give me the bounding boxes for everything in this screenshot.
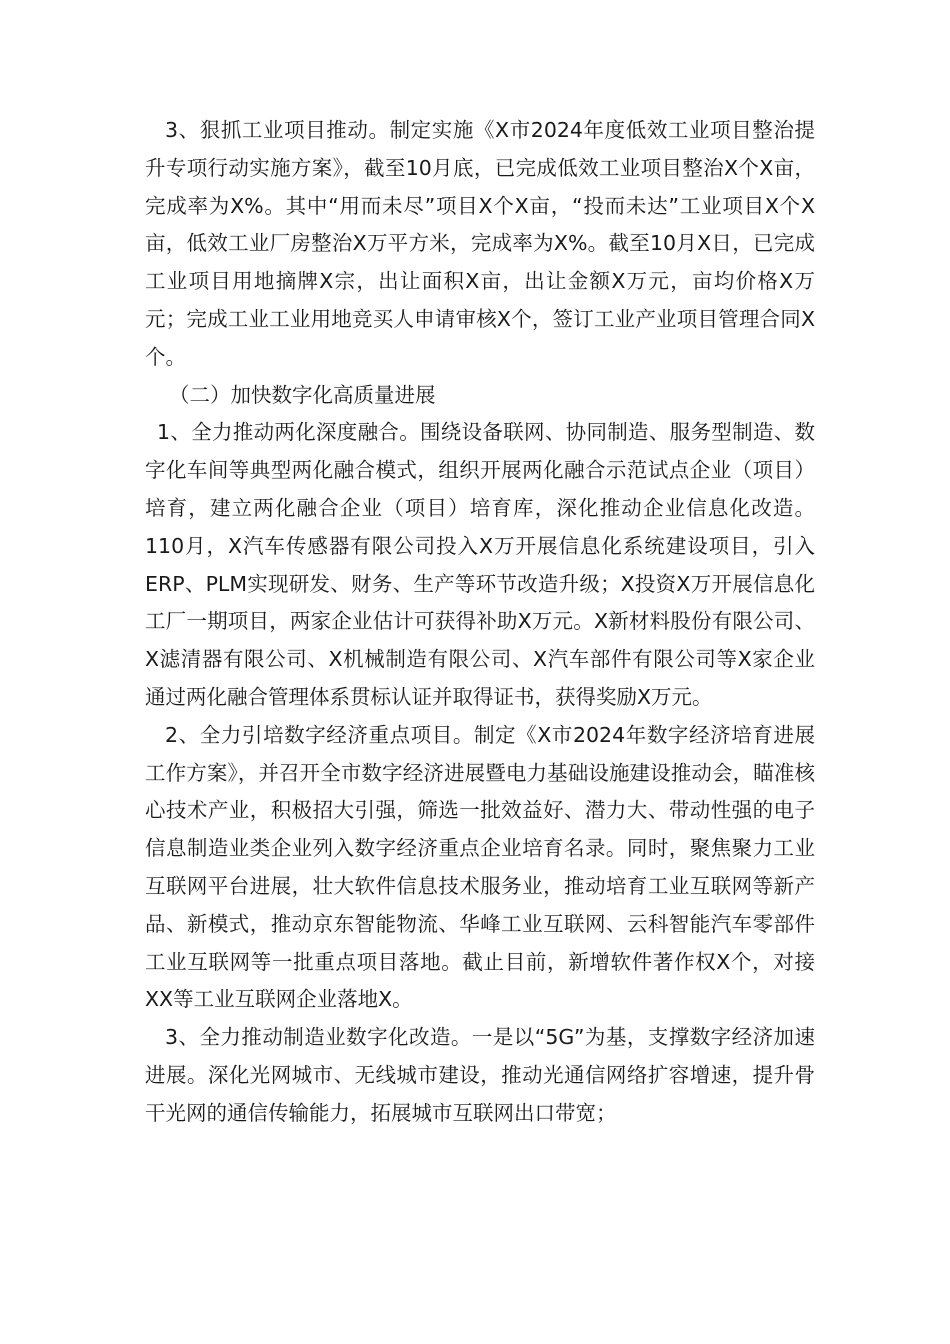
paragraph-digital-economy-projects: 2、全力引培数字经济重点项目。制定《X市2024年数字经济培育进展工作方案》，并召开全市数字经济进展暨电力基础设施建设推动会，瞄准核心技术产业，积极招大引强，筛选一批效益好、潜力大、带动性强的电子信息制造业类企业列入数字经济重点企业培育名录。同时，聚焦聚力工业互联网平台进展，壮大软件信息技术服务业，推动培育工业互联网等新产品、新模式，推动京东智能物流、华峰工业互联网、云科智能汽车零部件工业互联网等一批重点项目落地。截止目前，新增软件著作权X个，对接XX等工业互联网企业落地X。 [145, 722, 815, 1012]
paragraph-two-integration: 1、全力推动两化深度融合。围绕设备联网、协同制造、服务型制造、数字化车间等典型两化融合模式，组织开展两化融合示范试点企业（项目）培育，建立两化融合企业（项目）培育库，深化推动企业信息化改造。110月，X汽车传感器有限公司投入X万开展信息化系统建设项目，引入ERP、PLM实现研发、财务、生产等环节改造升级；X投资X万开展信息化工厂一期项目，两家企业估计可获得补助X万元。X新材料股份有限公司、X滤清器有限公司、X机械制造有限公司、X汽车部件有限公司等X家企业通过两化融合管理体系贯标认证并取得证书，获得奖励X万元。 [145, 420, 815, 709]
paragraph-manufacturing-digital-transformation: 3、全力推动制造业数字化改造。一是以“5G”为基，支撑数字经济加速进展。深化光网城市、无线城市建设，推动光通信网络扩容增速，提升骨干光网的通信传输能力，拓展城市互联网出口带宽； [145, 1025, 815, 1125]
document-body [145, 112, 815, 1133]
paragraph-industrial-projects: 3、狠抓工业项目推动。制定实施《X市2024年度低效工业项目整治提升专项行动实施方案》，截至10月底，已完成低效工业项目整治X个X亩，完成率为X%。其中“用而未尽”项目X个X亩，“投而未达”工业项目X个X亩，低效工业厂房整治X万平方米，完成率为X%。截至10月X日，已完成工业项目用地摘牌X宗，出让面积X亩，出让金额X万元，亩均价格X万元；完成工业工业用地竞买人申请审核X个，签订工业产业项目管理合同X个。 [145, 118, 815, 369]
section-heading-digitalization: （二）加快数字化高质量进展 [169, 382, 436, 407]
